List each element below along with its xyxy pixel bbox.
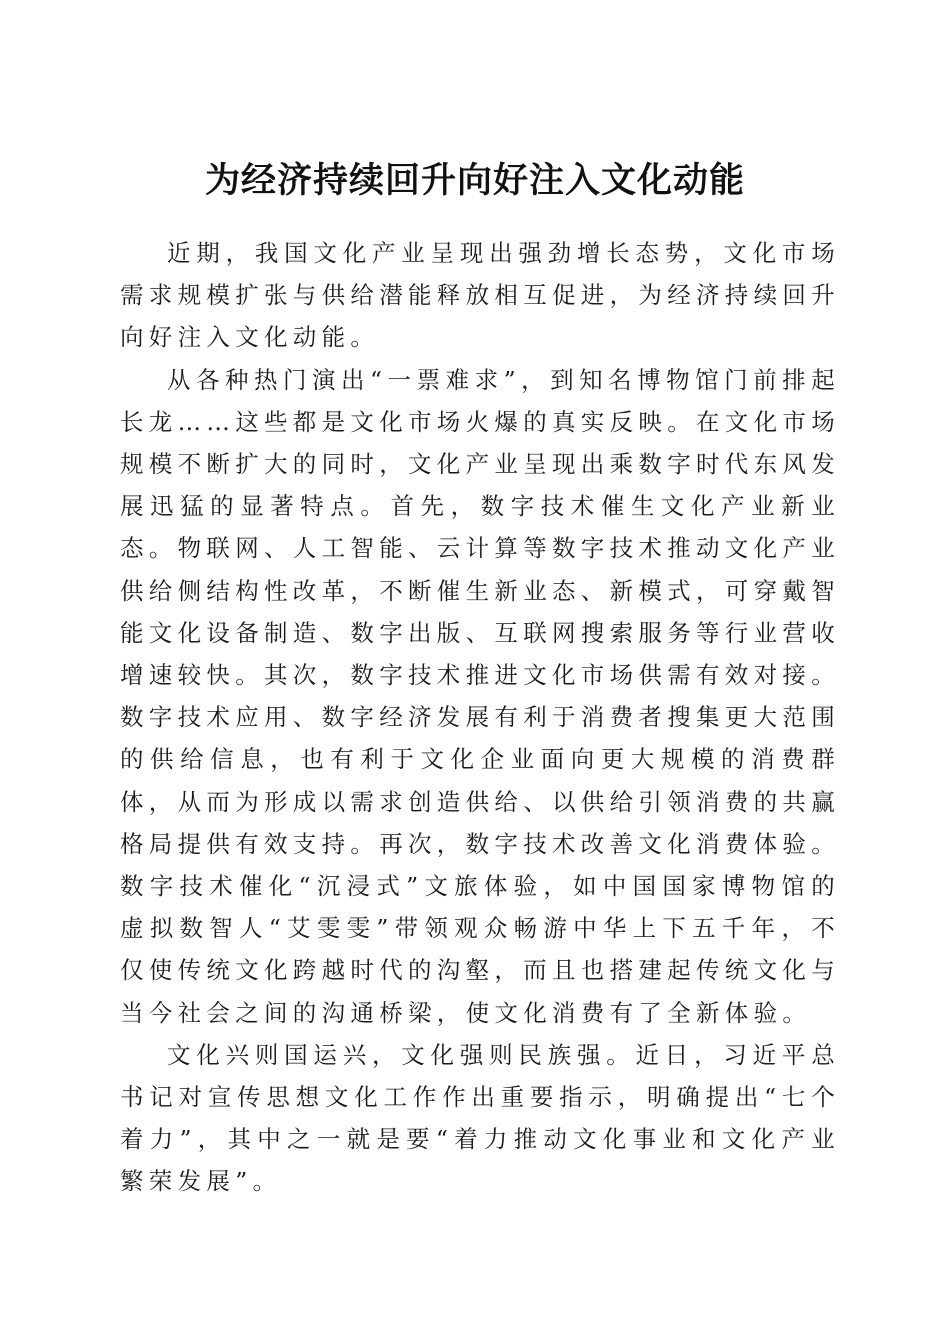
paragraph-2: 从各种热门演出“一票难求”，到知名博物馆门前排起长龙……这些都是文化市场火爆的真实反映。在文化市场规模不断扩大的同时，文化产业呈现出乘数字时代东风发展迅猛的显著特点。首先，数字技术催生文化产业新业态。物联网、人工智能、云计算等数字技术推动文化产业供给侧结构性改革，不断催生新业态、新模式，可穿戴智能文化设备制造、数字出版、互联网搜索服务等行业营收增速较快。其次，数字技术推进文化市场供需有效对接。数字技术应用、数字经济发展有利于消费者搜集更大范围的供给信息，也有利于文化企业面向更大规模的消费群体，从而为形成以需求创造供给、以供给引领消费的共赢格局提供有效支持。再次，数字技术改善文化消费体验。数字技术催化“沉浸式”文旅体验，如中国国家博物馆的虚拟数智人“艾雯雯”带领观众畅游中华上下五千年，不仅使传统文化跨越时代的沟壑，而且也搭建起传统文化与当今社会之间的沟通桥梁，使文化消费有了全新体验。 bbox=[120, 365, 840, 1027]
document-body bbox=[120, 232, 840, 1203]
document-title: 为经济持续回升向好注入文化动能 bbox=[204, 160, 745, 202]
paragraph-1: 近期，我国文化产业呈现出强劲增长态势，文化市场需求规模扩张与供给潜能释放相互促进，为经济持续回升向好注入文化动能。 bbox=[120, 239, 840, 352]
paragraph-3: 文化兴则国运兴，文化强则民族强。近日，习近平总书记对宣传思想文化工作作出重要指示，明确提出“七个着力”，其中之一就是要“着力推动文化事业和文化产业繁荣发展”。 bbox=[120, 1040, 840, 1196]
